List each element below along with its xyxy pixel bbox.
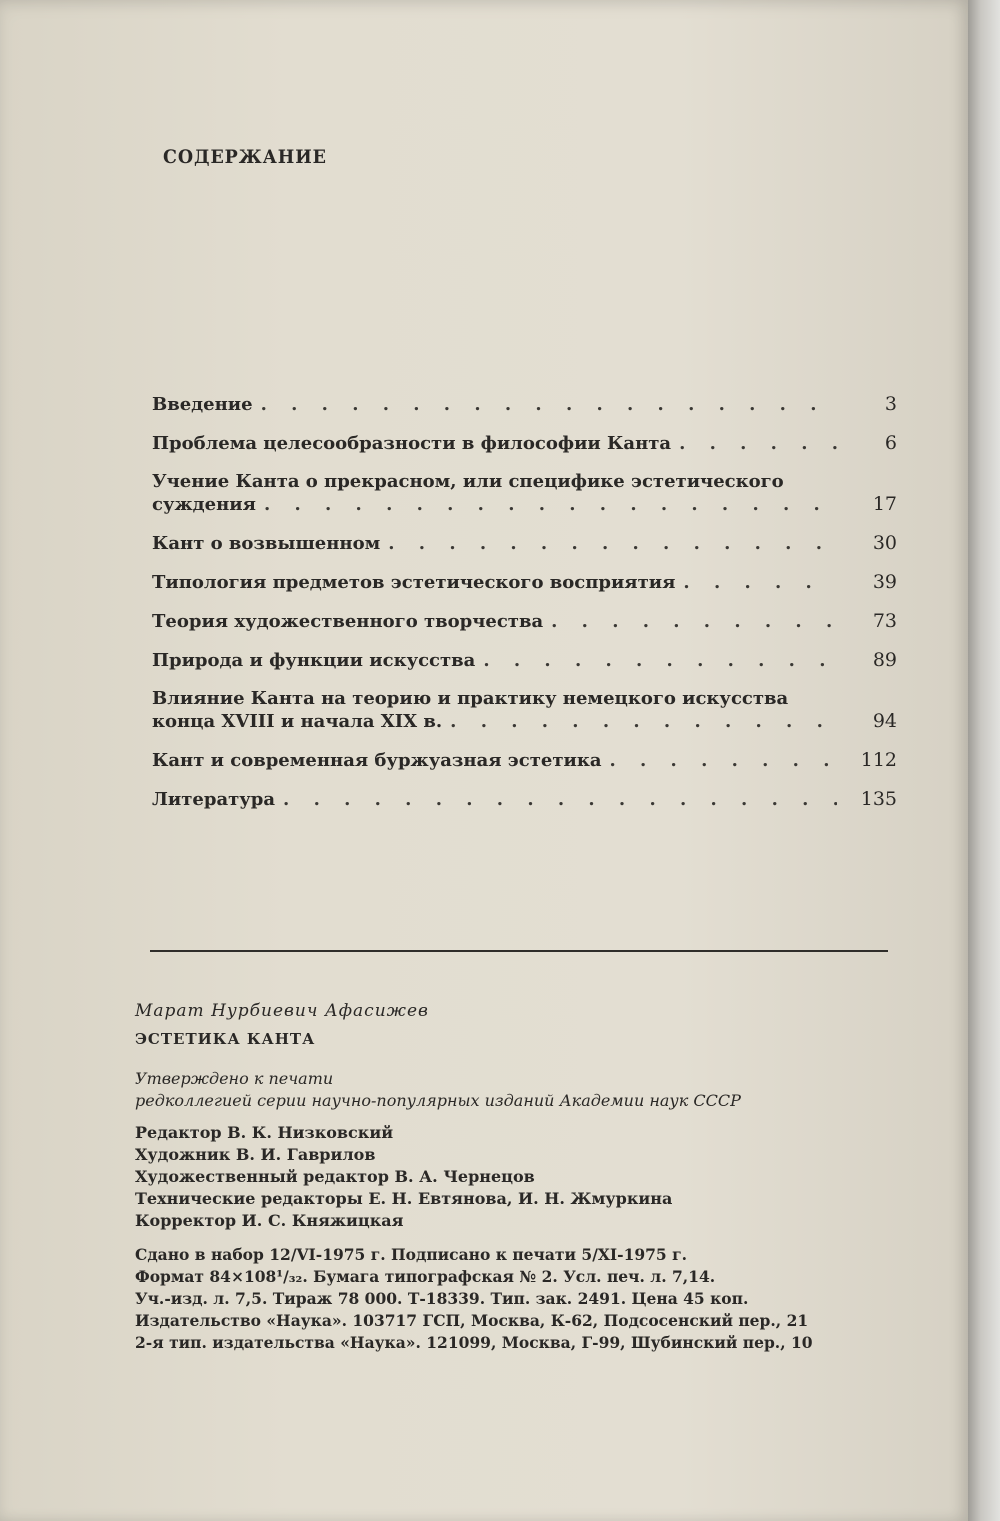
approval-line: редколлегией серии научно-популярных изданий Академии наук СССР bbox=[135, 1091, 741, 1110]
toc-leader-dots bbox=[679, 433, 837, 455]
toc-leader-dots bbox=[283, 789, 837, 811]
toc-entry-title: Природа и функции искусства bbox=[152, 650, 476, 671]
toc-entry-page: 112 bbox=[860, 749, 897, 771]
toc-entry-title: Учение Канта о прекрасном, или специфике эстетического bbox=[152, 471, 784, 492]
toc-entry-page: 89 bbox=[872, 649, 897, 671]
credits-list bbox=[135, 1122, 895, 1232]
toc-entry-page: 94 bbox=[872, 710, 897, 732]
toc-entry-title: Литература bbox=[152, 789, 276, 810]
toc-leader-dots bbox=[450, 711, 837, 733]
toc-entry-title-cont: суждения bbox=[152, 494, 256, 515]
next-page-edge bbox=[968, 0, 1000, 1521]
toc-entry-page: 17 bbox=[872, 493, 897, 515]
print-line: Издательство «Наука». 103717 ГСП, Москва, К-62, Подсосенский пер., 21 bbox=[135, 1311, 809, 1330]
table-of-contents bbox=[152, 393, 897, 827]
toc-entry-title: Введение bbox=[152, 394, 253, 415]
toc-leader-dots bbox=[683, 572, 837, 594]
toc-entry-title: Кант о возвышенном bbox=[152, 533, 381, 554]
toc-leader-dots bbox=[388, 533, 837, 555]
toc-entry bbox=[152, 610, 897, 633]
toc-entry bbox=[152, 532, 897, 555]
toc-entry bbox=[152, 649, 897, 672]
toc-leader-dots bbox=[261, 394, 837, 416]
toc-entry-page: 30 bbox=[872, 532, 897, 554]
author-name: Марат Нурбиевич Афасижев bbox=[135, 1001, 429, 1021]
toc-entry-page: 135 bbox=[860, 788, 897, 810]
toc-entry bbox=[152, 471, 897, 516]
credit-line: Редактор В. К. Низковский bbox=[135, 1123, 394, 1142]
toc-leader-dots bbox=[264, 494, 837, 516]
toc-leader-dots bbox=[551, 611, 837, 633]
credit-line: Корректор И. С. Княжицкая bbox=[135, 1211, 404, 1230]
toc-entry bbox=[152, 571, 897, 594]
print-line: 2-я тип. издательства «Наука». 121099, Москва, Г-99, Шубинский пер., 10 bbox=[135, 1333, 813, 1352]
contents-title: СОДЕРЖАНИЕ bbox=[163, 146, 327, 168]
toc-entry-page: 73 bbox=[872, 610, 897, 632]
credit-line: Художник В. И. Гаврилов bbox=[135, 1145, 376, 1164]
approval-note bbox=[135, 1068, 895, 1112]
credit-line: Технические редакторы Е. Н. Евтянова, И. Н. Жмуркина bbox=[135, 1189, 673, 1208]
toc-entry bbox=[152, 788, 897, 811]
toc-entry-page: 3 bbox=[884, 393, 897, 415]
toc-entry bbox=[152, 688, 897, 733]
toc-entry-page: 6 bbox=[884, 432, 897, 454]
toc-leader-dots bbox=[609, 750, 837, 772]
book-title: ЭСТЕТИКА КАНТА bbox=[135, 1030, 316, 1048]
horizontal-rule bbox=[150, 950, 888, 952]
toc-entry-title: Проблема целесообразности в философии Канта bbox=[152, 433, 672, 454]
toc-entry-title: Теория художественного творчества bbox=[152, 611, 544, 632]
toc-entry bbox=[152, 432, 897, 455]
toc-entry-page: 39 bbox=[872, 571, 897, 593]
credit-line: Художественный редактор В. А. Чернецов bbox=[135, 1167, 535, 1186]
imprint-block bbox=[135, 1000, 895, 1354]
toc-entry-title-cont: конца XVIII и начала XIX в. bbox=[152, 711, 443, 732]
toc-entry-title: Влияние Канта на теорию и практику немецкого искусства bbox=[152, 688, 789, 709]
print-line: Формат 84×108¹/₃₂. Бумага типографская № 2. Усл. печ. л. 7,14. bbox=[135, 1267, 716, 1286]
print-line: Сдано в набор 12/VI-1975 г. Подписано к печати 5/XI-1975 г. bbox=[135, 1245, 687, 1264]
toc-entry bbox=[152, 749, 897, 772]
toc-entry-title: Типология предметов эстетического восприятия bbox=[152, 572, 676, 593]
toc-entry-title: Кант и современная буржуазная эстетика bbox=[152, 750, 602, 771]
approval-line: Утверждено к печати bbox=[135, 1069, 334, 1088]
print-details bbox=[135, 1244, 895, 1354]
toc-entry bbox=[152, 393, 897, 416]
print-line: Уч.-изд. л. 7,5. Тираж 78 000. Т-18339. Тип. зак. 2491. Цена 45 коп. bbox=[135, 1289, 749, 1308]
toc-leader-dots bbox=[483, 650, 837, 672]
